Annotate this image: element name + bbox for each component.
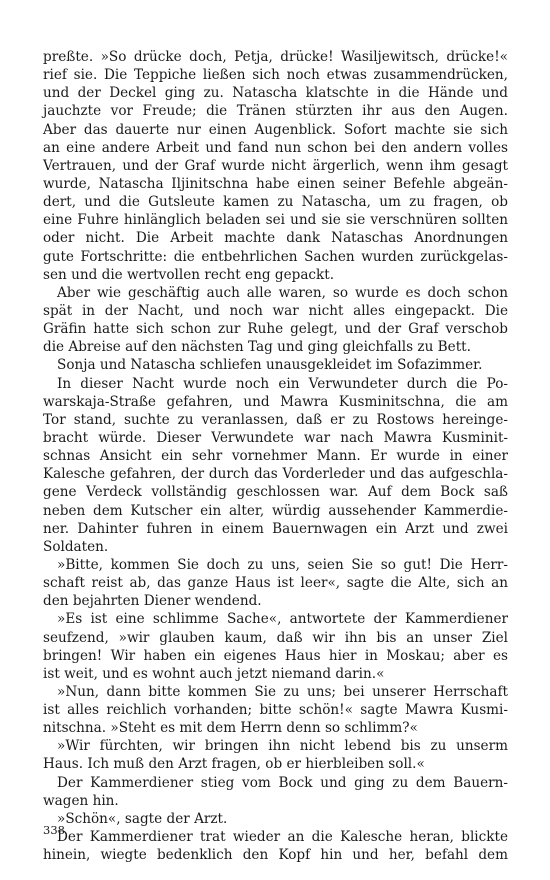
text-line: die Abreise auf den nächsten Tag und ging gleichfalls zu Bett. [43,339,471,356]
text-line: Vertrauen, und der Graf wurde nicht ärgerlich, wenn ihm gesagt [43,157,508,174]
text-line: »Wir fürchten, wir bringen ihn nicht lebend bis zu unserm [57,738,508,755]
text-line: Gräfin hatte sich schon zur Ruhe gelegt, und der Graf verschob [43,321,508,338]
text-line: Tor stand, suchte zu veranlassen, daß er zu Rostows hereinge- [43,411,508,428]
text-line: eine Fuhre hinlänglich beladen sei und sie sie verschnüren sollten [43,212,508,229]
text-line: bringen! Wir haben ein eigenes Haus hier in Moskau; aber es [43,647,508,664]
text-line: schnas Ansicht ein sehr vornehmer Mann. Er wurde in einer [43,448,508,465]
text-line: jauchzte vor Freude; die Tränen stürzten ihr aus den Augen. [43,103,508,120]
text-line: oder nicht. Die Arbeit machte dank Nataschas Anordnungen [43,230,508,247]
text-line: an eine andere Arbeit und fand nun schon bei den andern volles [43,139,508,156]
text-line: ist alles reichlich vorhanden; bitte schön!« sagte Mawra Kusmi- [43,702,508,719]
page-number: 338 [43,823,65,837]
text-line: Aber das dauerte nur einen Augenblick. Sofort machte sie sich [43,121,508,138]
text-line: nitschna. »Steht es mit dem Herrn denn so schlimm?« [43,720,418,737]
text-line: ist weit, und es wohnt auch jetzt niemand darin.« [43,665,385,682]
text-line: seufzend, »wir glauben kaum, daß wir ihn bis an unser Ziel [43,629,508,646]
text-line: neben dem Kutscher ein alter, würdig aussehender Kammerdie- [43,502,508,519]
text-line: dert, und die Gutsleute kamen zu Natascha, um zu fragen, ob [43,194,508,211]
text-line: »Schön«, sagte der Arzt. [57,810,228,827]
text-line: »Bitte, kommen Sie doch zu uns, seien Sie so gut! Die Herr- [57,556,508,573]
text-line: Der Kammerdiener stieg vom Bock und ging zu dem Bauern- [57,774,508,791]
text-line: Aber wie geschäftig auch alle waren, so wurde es doch schon [57,284,508,301]
text-line: Sonja und Natascha schliefen unausgekleidet im Sofazimmer. [57,357,483,374]
text-line: gute Fortschritte: die entbehrlichen Sachen wurden zurückgelas- [43,248,508,265]
text-line: spät in der Nacht, und noch war nicht alles eingepackt. Die [43,302,508,319]
text-line: und der Deckel ging zu. Natascha klatschte in die Hände und [43,85,508,102]
text-line: warskaja-Straße gefahren, und Mawra Kusminitschna, die am [43,393,508,410]
text-line: preßte. »So drücke doch, Petja, drücke! Wasiljewitsch, drücke!« [43,49,508,65]
text-line: In dieser Nacht wurde noch ein Verwundeter durch die Po- [57,375,508,392]
text-line: »Es ist eine schlimme Sache«, antwortete der Kammerdiener [57,611,508,628]
text-line: ner. Dahinter fuhren in einem Bauernwagen ein Arzt und zwei [43,520,508,537]
text-line: rief sie. Die Teppiche ließen sich noch etwas zusammendrücken, [43,67,508,84]
text-line: bracht würde. Dieser Verwundete war nach Mawra Kusminit- [43,429,508,446]
text-line: den bejahrten Diener wendend. [43,593,262,610]
body-text [43,48,508,864]
text-line: wagen hin. [43,792,119,809]
text-line: Soldaten. [43,538,109,555]
text-line: gene Verdeck vollständig geschlossen war. Auf dem Bock saß [43,484,508,501]
text-line: Kalesche gefahren, der durch das Vorderleder und das aufgeschla- [43,466,508,483]
text-line: hinein, wiegte bedenklich den Kopf hin und her, befahl dem [43,847,508,864]
text-line: wurde, Natascha Iljinitschna habe einen seiner Befehle abgeän- [43,175,508,192]
text-line: Der Kammerdiener trat wieder an die Kalesche heran, blickte [57,829,508,846]
text-line: sen und die wertvollen recht eng gepackt. [43,266,335,283]
text-line: »Nun, dann bitte kommen Sie zu uns; bei unserer Herrschaft [57,683,508,700]
text-line: schaft reist ab, das ganze Haus ist leer«, sagte die Alte, sich an [43,575,508,592]
text-line: Haus. Ich muß den Arzt fragen, ob er hierbleiben soll.« [43,756,425,773]
